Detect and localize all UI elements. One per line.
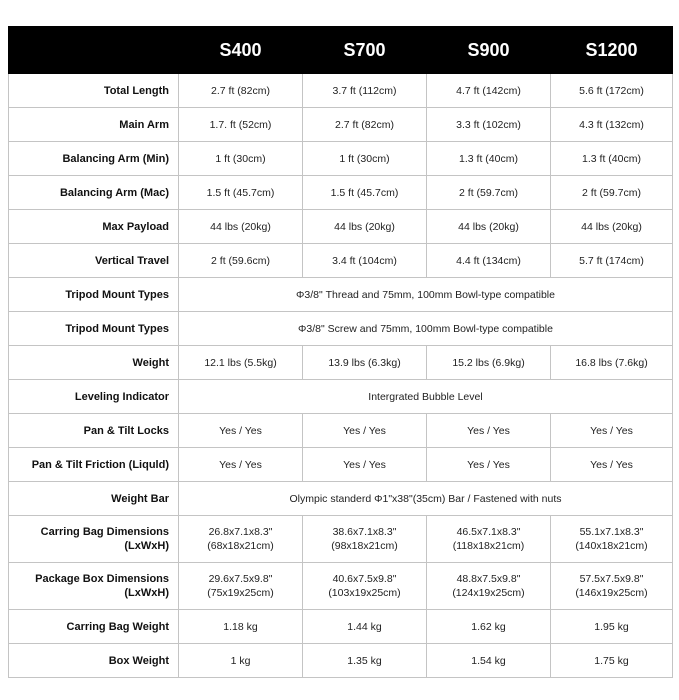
value-cell (551, 176, 673, 210)
spanning-value-cell (179, 312, 673, 346)
row-label (9, 448, 179, 482)
table-row (9, 244, 673, 278)
value-cell (427, 74, 551, 108)
value-text: 1.75 kg (594, 654, 629, 667)
value-text: Yes / Yes (467, 458, 510, 471)
row-label (9, 482, 179, 516)
table-row (9, 414, 673, 448)
row-label (9, 142, 179, 176)
value-cell (179, 244, 303, 278)
value-text: (98x18x21cm) (331, 540, 398, 552)
value-text: 5.6 ft (172cm) (579, 84, 644, 97)
row-label (9, 312, 179, 346)
row-label-line: Pan & Tilt Locks (83, 424, 169, 437)
value-cell (303, 210, 427, 244)
value-cell (427, 448, 551, 482)
row-label-line: (LxWxH) (124, 540, 169, 552)
value-text: 2.7 ft (82cm) (335, 118, 394, 131)
row-label-line: Balancing Arm (Min) (62, 152, 169, 165)
value-text: 1.35 kg (347, 654, 382, 667)
row-label (9, 610, 179, 644)
value-text: 1 ft (30cm) (339, 152, 390, 165)
row-label (9, 516, 179, 563)
value-text: (68x18x21cm) (207, 540, 274, 552)
value-cell (551, 414, 673, 448)
spanning-value-text: Intergrated Bubble Level (368, 390, 483, 403)
value-cell (179, 142, 303, 176)
value-cell (303, 346, 427, 380)
value-cell (179, 644, 303, 678)
header-s700: S700 (303, 27, 427, 74)
value-text: 1 ft (30cm) (215, 152, 266, 165)
value-text: 1.5 ft (45.7cm) (330, 186, 399, 199)
row-label-line: Pan & Tilt Friction (Liquld) (31, 458, 169, 471)
value-cell (303, 108, 427, 142)
value-text: 40.6x7.5x9.8" (332, 573, 397, 585)
value-text: 2.7 ft (82cm) (211, 84, 270, 97)
table-body (9, 74, 673, 678)
row-label-line: Tripod Mount Types (65, 322, 169, 335)
header-s900: S900 (427, 27, 551, 74)
row-label-line: Carring Bag Weight (66, 620, 169, 633)
table-row (9, 278, 673, 312)
value-cell (427, 142, 551, 176)
row-label (9, 563, 179, 610)
value-cell (551, 610, 673, 644)
row-label (9, 644, 179, 678)
value-cell (551, 346, 673, 380)
value-cell (427, 346, 551, 380)
spanning-value-cell (179, 278, 673, 312)
value-cell (303, 610, 427, 644)
value-text: 55.1x7.1x8.3" (579, 526, 644, 538)
value-text: 46.5x7.1x8.3" (456, 526, 521, 538)
row-label-line: Vertical Travel (95, 254, 169, 267)
row-label (9, 176, 179, 210)
value-text: 48.8x7.5x9.8" (456, 573, 521, 585)
value-text: 16.8 lbs (7.6kg) (575, 356, 648, 369)
value-text: (140x18x21cm) (575, 540, 648, 552)
row-label (9, 278, 179, 312)
value-cell (179, 210, 303, 244)
value-cell (179, 176, 303, 210)
table-row (9, 644, 673, 678)
value-cell (427, 610, 551, 644)
row-label-line: Leveling Indicator (74, 390, 169, 403)
table-row (9, 74, 673, 108)
value-text: 1.95 kg (594, 620, 629, 633)
row-label-line: Total Length (103, 84, 169, 97)
value-text: 13.9 lbs (6.3kg) (328, 356, 401, 369)
value-text: (118x18x21cm) (452, 540, 525, 552)
value-text: (103x19x25cm) (328, 587, 401, 599)
header-s400: S400 (179, 27, 303, 74)
value-text: 3.4 ft (104cm) (332, 254, 397, 267)
value-text: 3.7 ft (112cm) (332, 84, 397, 97)
value-cell (179, 610, 303, 644)
table-row (9, 176, 673, 210)
value-cell (427, 644, 551, 678)
value-cell (551, 108, 673, 142)
value-cell (179, 448, 303, 482)
row-label (9, 380, 179, 414)
value-cell (551, 74, 673, 108)
table-row (9, 346, 673, 380)
row-label-line: Box Weight (108, 654, 169, 667)
value-cell (427, 210, 551, 244)
value-text: Yes / Yes (219, 458, 262, 471)
value-text: Yes / Yes (590, 458, 633, 471)
value-cell (179, 74, 303, 108)
value-text: 44 lbs (20kg) (581, 220, 642, 233)
value-text: 57.5x7.5x9.8" (579, 573, 644, 585)
row-label-line: Balancing Arm (Mac) (59, 186, 169, 199)
value-cell (427, 516, 551, 563)
spec-table (8, 26, 673, 678)
value-cell (179, 414, 303, 448)
row-label-line: Tripod Mount Types (65, 288, 169, 301)
spanning-value-text: Φ3/8" Thread and 75mm, 100mm Bowl-type compatible (296, 288, 555, 301)
value-cell (427, 563, 551, 610)
row-label (9, 414, 179, 448)
value-text: 1 kg (230, 654, 251, 667)
table-header (9, 27, 673, 74)
value-text: Yes / Yes (590, 424, 633, 437)
row-label-line: Weight (132, 356, 169, 369)
value-text: 3.3 ft (102cm) (456, 118, 521, 131)
value-text: 1.5 ft (45.7cm) (206, 186, 275, 199)
value-cell (303, 448, 427, 482)
value-text: 2 ft (59.7cm) (459, 186, 518, 199)
value-text: 5.7 ft (174cm) (579, 254, 644, 267)
value-text: Yes / Yes (467, 424, 510, 437)
value-text: 1.7. ft (52cm) (209, 118, 272, 131)
value-cell (551, 448, 673, 482)
row-label-line: Weight Bar (111, 492, 169, 505)
value-cell (427, 108, 551, 142)
value-cell (551, 644, 673, 678)
value-text: Yes / Yes (219, 424, 262, 437)
value-cell (551, 142, 673, 176)
value-text: (124x19x25cm) (452, 587, 525, 599)
value-text: Yes / Yes (343, 458, 386, 471)
value-text: 1.3 ft (40cm) (459, 152, 518, 165)
value-cell (551, 244, 673, 278)
value-text: 4.4 ft (134cm) (456, 254, 521, 267)
header-s1200: S1200 (551, 27, 673, 74)
value-cell (427, 176, 551, 210)
value-text: 4.3 ft (132cm) (579, 118, 644, 131)
header-row (9, 27, 673, 74)
value-text: 1.62 kg (471, 620, 506, 633)
value-cell (179, 563, 303, 610)
value-cell (551, 210, 673, 244)
value-cell (179, 516, 303, 563)
row-label (9, 244, 179, 278)
value-cell (303, 142, 427, 176)
value-text: (146x19x25cm) (575, 587, 648, 599)
table-row (9, 610, 673, 644)
value-cell (179, 108, 303, 142)
table-row (9, 448, 673, 482)
row-label-line: Main Arm (119, 118, 169, 131)
table-row (9, 210, 673, 244)
table-row (9, 108, 673, 142)
value-cell (551, 516, 673, 563)
value-text: 1.44 kg (347, 620, 382, 633)
value-text: 12.1 lbs (5.5kg) (204, 356, 277, 369)
value-cell (303, 414, 427, 448)
row-label (9, 210, 179, 244)
value-text: 1.18 kg (223, 620, 258, 633)
value-cell (303, 74, 427, 108)
value-cell (427, 414, 551, 448)
table-row (9, 142, 673, 176)
row-label-line: (LxWxH) (124, 587, 169, 599)
value-cell (303, 176, 427, 210)
value-text: Yes / Yes (343, 424, 386, 437)
row-label-line: Carring Bag Dimensions (40, 526, 169, 538)
value-cell (303, 563, 427, 610)
row-label (9, 346, 179, 380)
value-text: 44 lbs (20kg) (334, 220, 395, 233)
value-cell (179, 346, 303, 380)
value-text: 2 ft (59.6cm) (211, 254, 270, 267)
value-text: 15.2 lbs (6.9kg) (452, 356, 525, 369)
spanning-value-cell (179, 482, 673, 516)
row-label (9, 74, 179, 108)
row-label (9, 108, 179, 142)
value-text: 4.7 ft (142cm) (456, 84, 521, 97)
table-row (9, 482, 673, 516)
value-text: 44 lbs (20kg) (458, 220, 519, 233)
value-text: 44 lbs (20kg) (210, 220, 271, 233)
value-text: 1.3 ft (40cm) (582, 152, 641, 165)
value-text: 2 ft (59.7cm) (582, 186, 641, 199)
table-row (9, 516, 673, 563)
row-label-line: Package Box Dimensions (35, 573, 169, 585)
table-row (9, 563, 673, 610)
value-text: 1.54 kg (471, 654, 506, 667)
spec-table-container (8, 26, 672, 678)
table-row (9, 312, 673, 346)
value-cell (303, 244, 427, 278)
table-row (9, 380, 673, 414)
value-cell (551, 563, 673, 610)
row-label-line: Max Payload (102, 220, 169, 233)
value-text: 38.6x7.1x8.3" (332, 526, 397, 538)
value-text: 26.8x7.1x8.3" (208, 526, 273, 538)
header-blank-cell (9, 27, 179, 74)
spanning-value-text: Olympic standerd Φ1"x38"(35cm) Bar / Fastened with nuts (289, 492, 562, 505)
value-cell (303, 644, 427, 678)
value-text: (75x19x25cm) (207, 587, 274, 599)
value-cell (303, 516, 427, 563)
value-cell (427, 244, 551, 278)
spanning-value-cell (179, 380, 673, 414)
spanning-value-text: Φ3/8" Screw and 75mm, 100mm Bowl-type compatible (298, 322, 553, 335)
value-text: 29.6x7.5x9.8" (208, 573, 273, 585)
